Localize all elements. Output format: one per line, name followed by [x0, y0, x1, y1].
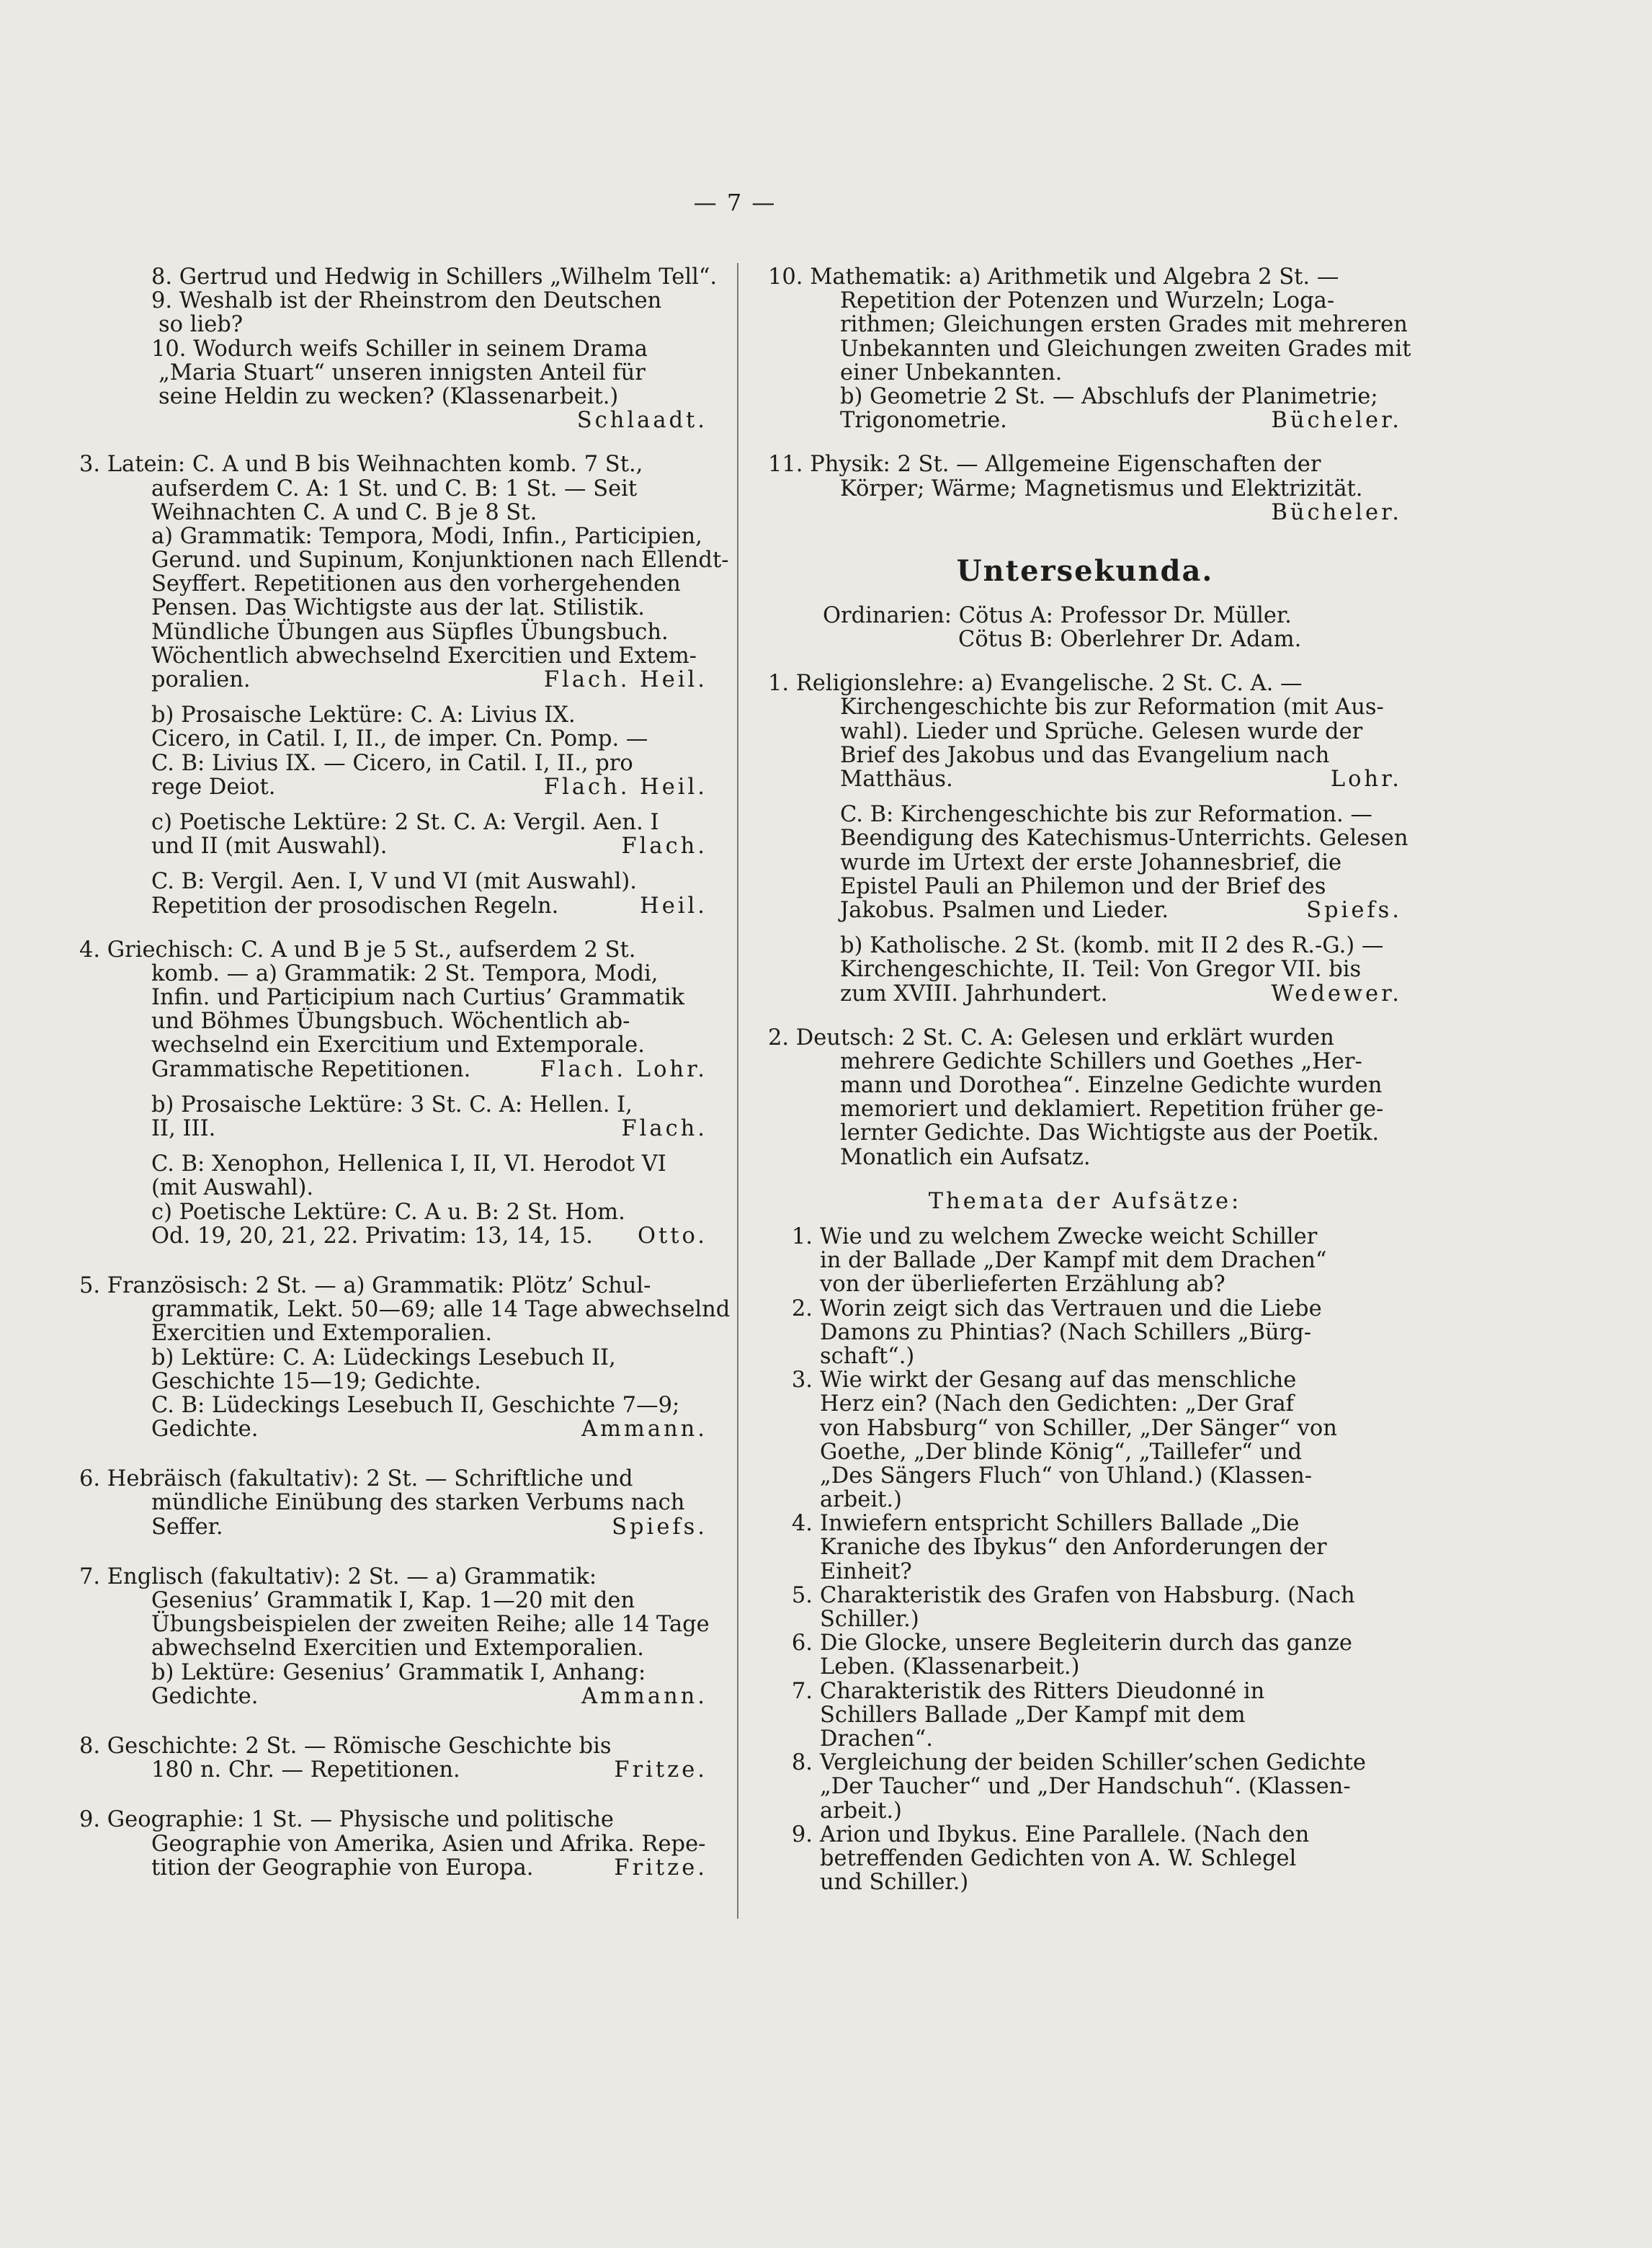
text-line-with-teacher [79, 894, 707, 918]
text-line: C. B: Lüdeckings Lesebuch II, Geschichte 7—9; [151, 1392, 680, 1418]
themata-item-number [768, 1535, 813, 1559]
section-title: Untersekunda. [956, 553, 1214, 588]
text-line: Geographie von Amerika, Asien und Afrika. Repe- [151, 1831, 706, 1857]
text: 180 n. Chr. — Repetitionen. [151, 1757, 460, 1783]
themata-item-number [768, 1321, 813, 1344]
ordinarien-line: Cötus B: Oberlehrer Dr. Adam. [958, 627, 1302, 653]
text-line: a) Grammatik: Tempora, Modi, Infin., Participien, [151, 523, 702, 549]
section-religion-heading: 1. Religionslehre: a) Evangelische. 2 St. C. A. — [768, 671, 1303, 697]
text-line-with-teacher [768, 898, 1402, 922]
text-line-with-teacher [768, 982, 1402, 1006]
themata-item-text: Schillers Ballade „Der Kampf mit dem [820, 1702, 1246, 1728]
text-line-with-teacher [79, 834, 707, 858]
text-line-with-teacher [79, 1117, 707, 1141]
text-line-with-teacher [79, 668, 707, 692]
themata-item-number: 4. [791, 1511, 813, 1537]
text-line: b) Geometrie 2 St. — Abschlufs der Planimetrie; [840, 383, 1378, 409]
themata-item-line [768, 1272, 1402, 1296]
text-line-with-teacher [79, 775, 707, 799]
text-line-with-teacher [79, 1515, 707, 1539]
page-number: — 7 — [693, 189, 777, 216]
themata-item-number: 1. [791, 1224, 813, 1249]
text: und II (mit Auswahl). [151, 834, 388, 860]
text-line: komb. — a) Grammatik: 2 St. Tempora, Modi, [151, 960, 658, 986]
text-line: wahl). Lieder und Sprüche. Gelesen wurde der [840, 718, 1363, 744]
themata-title: Themata der Aufsätze: [928, 1188, 1242, 1214]
themata-item-line [768, 1321, 1402, 1344]
text-line-with-teacher [79, 1417, 707, 1441]
text-line: grammatik, Lekt. 50—69; alle 14 Tage abwechselnd [151, 1297, 731, 1323]
text-line: wechselnd ein Exercitium und Extemporale. [151, 1032, 645, 1058]
themata-item-line [768, 1703, 1402, 1727]
text-line: abwechselnd Exercitien und Extemporalien. [151, 1636, 644, 1662]
themata-item-number: 5. [791, 1582, 813, 1608]
teacher-name: Spiefs. [612, 1514, 707, 1540]
text-line: und Böhmes Übungsbuch. Wöchentlich ab- [151, 1009, 630, 1035]
text-line: b) Prosaische Lektüre: 3 St. C. A: Hellen. I, [151, 1092, 633, 1118]
teacher-name: Spiefs. [1306, 897, 1402, 923]
themata-item-number [768, 1799, 813, 1823]
themata-item-text: Herz ein? (Nach den Gedichten: „Der Graf [820, 1391, 1294, 1417]
text-line: C. B: Xenophon, Hellenica I, II, VI. Herodot VI [151, 1151, 666, 1177]
themata-item-number: 3. [791, 1368, 813, 1393]
text-line: (mit Auswahl). [151, 1175, 314, 1201]
themata-item-line [768, 1225, 1402, 1249]
themata-item-number: 9. [791, 1821, 813, 1847]
themata-item-number [768, 1344, 813, 1368]
themata-item-text: Arion und Ibykus. Eine Parallele. (Nach den [820, 1821, 1310, 1847]
text: Seffer. [151, 1514, 223, 1540]
themata-list [768, 1225, 1402, 1894]
themata-item-text: und Schiller.) [820, 1870, 969, 1896]
themata-item-text: von der überlieferten Erzählung ab? [820, 1272, 1225, 1298]
text-line: 8. Gertrud und Hedwig in Schillers „Wilhelm Tell“. [151, 264, 718, 290]
teacher-name: Flach. Heil. [543, 667, 707, 692]
text-line: Monatlich ein Aufsatz. [840, 1144, 1091, 1170]
themata-item-text: Schiller.) [820, 1607, 919, 1632]
teacher-name: Ammann. [581, 1417, 707, 1442]
themata-item-line [768, 1464, 1402, 1488]
section-englisch-heading: 7. Englisch (fakultativ): 2 St. — a) Grammatik: [79, 1564, 597, 1589]
section-physik-heading: 11. Physik: 2 St. — Allgemeine Eigenschaften der [768, 452, 1321, 478]
teacher-name: Flach. [621, 1116, 707, 1141]
text-line: b) Katholische. 2 St. (komb. mit II 2 des R.-G.) — [840, 933, 1384, 959]
themata-item-number [768, 1703, 813, 1727]
text-line: b) Lektüre: C. A: Lüdeckings Lesebuch II, [151, 1344, 616, 1370]
text-line-with-teacher [79, 1224, 707, 1248]
text-line-with-teacher [79, 1856, 707, 1880]
teacher-name: Schlaadt. [576, 408, 707, 434]
text: Gedichte. [151, 1683, 259, 1709]
text-line: memoriert und deklamiert. Repetition früher ge- [840, 1097, 1384, 1123]
themata-item-text: schaft“.) [820, 1343, 915, 1369]
section-geschichte-heading: 8. Geschichte: 2 St. — Römische Geschichte bis [79, 1733, 612, 1759]
text-line: Brief des Jakobus und das Evangelium nach [840, 742, 1330, 768]
section-deutsch-heading: 2. Deutsch: 2 St. C. A: Gelesen und erklärt wurden [768, 1025, 1334, 1051]
text-line: b) Lektüre: Gesenius’ Grammatik I, Anhang: [151, 1659, 646, 1685]
section-mathematik-heading: 10. Mathematik: a) Arithmetik und Algebra 2 St. — [768, 264, 1339, 290]
themata-item-text: Leben. (Klassenarbeit.) [820, 1654, 1080, 1680]
text-line: einer Unbekannten. [840, 360, 1063, 385]
text-line: mehrere Gedichte Schillers und Goethes „Her- [840, 1048, 1362, 1074]
column-divider [737, 263, 738, 1919]
themata-item-number [768, 1392, 813, 1416]
text-line: aufserdem C. A: 1 St. und C. B: 1 St. — Seit [151, 476, 638, 501]
themata-item-number [768, 1488, 813, 1512]
text-line: rithmen; Gleichungen ersten Grades mit mehreren [840, 312, 1408, 338]
teacher-name: Bücheler. [1271, 408, 1402, 434]
themata-item-text: Einheit? [820, 1558, 912, 1584]
text-line: Cicero, in Catil. I, II., de imper. Cn. Pomp. — [151, 726, 648, 752]
text: Grammatische Repetitionen. [151, 1056, 471, 1082]
themata-item-line [768, 1392, 1402, 1416]
text-line: 10. Wodurch weifs Schiller in seinem Drama [151, 336, 648, 362]
themata-item-text: Wie wirkt der Gesang auf das menschliche [820, 1368, 1297, 1393]
text-line: Körper; Wärme; Magnetismus und Elektrizität. [840, 476, 1363, 501]
themata-item-line [768, 1727, 1402, 1751]
teacher-name: Ammann. [581, 1683, 707, 1709]
themata-item-text: arbeit.) [820, 1798, 902, 1824]
teacher-name: Fritze. [614, 1757, 707, 1783]
themata-item-number: 2. [791, 1295, 813, 1321]
text-line: 9. Weshalb ist der Rheinstrom den Deutschen [151, 288, 662, 314]
text-line-with-teacher [79, 1758, 707, 1782]
themata-item-text: Drachen“. [820, 1726, 933, 1752]
text-line: wurde im Urtext der erste Johannesbrief, die [840, 849, 1342, 875]
section-latein-heading: 3. Latein: C. A und B bis Weihnachten komb. 7 St., [79, 452, 643, 478]
text-line: lernter Gedichte. Das Wichtigste aus der Poetik. [840, 1120, 1380, 1146]
text-line: Exercitien und Extemporalien. [151, 1321, 493, 1347]
themata-item-line [768, 1751, 1402, 1775]
themata-item-text: „Des Sängers Fluch“ von Uhland.) (Klassen- [820, 1463, 1313, 1489]
text: tition der Geographie von Europa. [151, 1855, 534, 1881]
ordinarien-line: Ordinarien: Cötus A: Professor Dr. Müller. [823, 602, 1292, 628]
teacher-name: Bücheler. [1271, 499, 1402, 525]
text-line: seine Heldin zu wecken? (Klassenarbeit.) [158, 383, 619, 409]
themata-item-line [768, 1512, 1402, 1535]
text-line: c) Poetische Lektüre: C. A u. B: 2 St. Hom. [151, 1199, 625, 1225]
themata-item-line [768, 1775, 1402, 1798]
text-line: C. B: Kirchengeschichte bis zur Reformation. — [840, 802, 1372, 828]
text-line: „Maria Stuart“ unseren innigsten Anteil für [158, 360, 646, 385]
text: Repetition der prosodischen Regeln. [151, 893, 559, 919]
themata-item-text: von Habsburg“ von Schiller, „Der Sänger“ von [820, 1415, 1337, 1441]
section-griechisch-heading: 4. Griechisch: C. A und B je 5 St., aufserdem 2 St. [79, 937, 636, 963]
themata-item-line [768, 1870, 1402, 1894]
themata-item-line [768, 1344, 1402, 1368]
section-hebraeisch-heading: 6. Hebräisch (fakultativ): 2 St. — Schriftliche und [79, 1466, 633, 1492]
text: Matthäus. [840, 767, 953, 792]
themata-item-text: betreffenden Gedichten von A. W. Schlegel [820, 1845, 1297, 1871]
text-line: Kirchengeschichte bis zur Reformation (mit Aus- [840, 695, 1384, 721]
teacher-name: Heil. [640, 893, 707, 919]
text-line: Mündliche Übungen aus Süpfles Übungsbuch. [151, 619, 669, 645]
themata-item-line [768, 1560, 1402, 1584]
themata-item-number [768, 1727, 813, 1751]
themata-item-number: 7. [791, 1678, 813, 1704]
text: Jakobus. Psalmen und Lieder. [840, 897, 1169, 923]
text-line: mündliche Einübung des starken Verbums nach [151, 1490, 685, 1516]
themata-item-line [768, 1417, 1402, 1440]
themata-item-number [768, 1775, 813, 1798]
text: Od. 19, 20, 21, 22. Privatim: 13, 14, 15. [151, 1223, 593, 1249]
teacher-name: Wedewer. [1271, 981, 1402, 1007]
text-line: Beendigung des Katechismus-Unterrichts. Gelesen [840, 826, 1408, 852]
themata-item-line [768, 1799, 1402, 1823]
text-line: c) Poetische Lektüre: 2 St. C. A: Vergil. Aen. I [151, 809, 659, 835]
text-line: Gerund. und Supinum, Konjunktionen nach Ellendt- [151, 548, 729, 574]
themata-item-number: 8. [791, 1750, 813, 1776]
themata-item-number [768, 1249, 813, 1272]
text: Gedichte. [151, 1417, 259, 1442]
themata-item-text: „Der Taucher“ und „Der Handschuh“. (Klassen- [820, 1774, 1351, 1800]
themata-item-line [768, 1631, 1402, 1655]
themata-item-number [768, 1560, 813, 1584]
text-line: mann und Dorothea“. Einzelne Gedichte wurden [840, 1073, 1383, 1099]
text-line: Pensen. Das Wichtigste aus der lat. Stilistik. [151, 595, 645, 621]
text: Trigonometrie. [840, 408, 1007, 434]
text-line: Epistel Pauli an Philemon und der Brief des [840, 873, 1326, 899]
text-line: Geschichte 15—19; Gedichte. [151, 1368, 481, 1394]
themata-item-line [768, 1488, 1402, 1512]
themata-item-line [768, 1249, 1402, 1272]
themata-item-text: Worin zeigt sich das Vertrauen und die Liebe [820, 1295, 1322, 1321]
themata-item-number [768, 1847, 813, 1870]
text-line: Übungsbeispielen der zweiten Reihe; alle 14 Tage [151, 1612, 710, 1638]
themata-item-text: Damons zu Phintias? (Nach Schillers „Bürg- [820, 1319, 1312, 1345]
left-column [79, 264, 731, 1881]
themata-item-text: Kraniche des Ibykus“ den Anforderungen der [820, 1535, 1327, 1561]
section-geographie-heading: 9. Geographie: 1 St. — Physische und politische [79, 1807, 614, 1833]
themata-item-number [768, 1440, 813, 1464]
themata-item-line [768, 1584, 1402, 1607]
text-line: Gesenius’ Grammatik I, Kap. 1—20 mit den [151, 1588, 635, 1613]
text: poralien. [151, 667, 251, 692]
themata-item-line [768, 1368, 1402, 1392]
themata-item-text: in der Ballade „Der Kampf mit dem Drachen“ [820, 1248, 1327, 1274]
teacher-name: Fritze. [614, 1855, 707, 1881]
section-franzoesisch-heading: 5. Französisch: 2 St. — a) Grammatik: Plötz’ Schul- [79, 1272, 651, 1298]
right-column [768, 264, 1411, 1896]
themata-item-line [768, 1297, 1402, 1321]
themata-item-number [768, 1417, 813, 1440]
themata-item-number [768, 1655, 813, 1679]
text-line: Kirchengeschichte, II. Teil: Von Gregor VII. bis [840, 957, 1362, 983]
text-line: b) Prosaische Lektüre: C. A: Livius IX. [151, 702, 576, 728]
themata-item-line [768, 1680, 1402, 1703]
text-line-with-teacher [79, 1058, 707, 1081]
text: zum XVIII. Jahrhundert. [840, 981, 1108, 1007]
themata-item-text: Charakteristik des Ritters Dieudonné in [820, 1678, 1265, 1704]
text-line: Wöchentlich abwechselnd Exercitien und Extem- [151, 643, 697, 669]
text-line: Infin. und Participium nach Curtius’ Grammatik [151, 985, 685, 1011]
text-line: Unbekannten und Gleichungen zweiten Grades mit [840, 336, 1411, 362]
themata-item-line [768, 1607, 1402, 1631]
themata-item-number [768, 1464, 813, 1488]
themata-item-text: Die Glocke, unsere Begleiterin durch das ganze [820, 1631, 1352, 1656]
themata-item-text: Charakteristik des Grafen von Habsburg. (Nach [820, 1582, 1355, 1608]
teacher-name: Flach. [621, 834, 707, 860]
themata-item-text: Inwiefern entspricht Schillers Ballade „Die [820, 1511, 1300, 1537]
themata-item-line [768, 1823, 1402, 1847]
themata-item-text: Wie und zu welchem Zwecke weicht Schiller [820, 1224, 1318, 1249]
text-line: so lieb? [158, 312, 244, 338]
text-line: Weihnachten C. A und C. B je 8 St. [151, 499, 537, 525]
text-line-with-teacher [768, 409, 1402, 432]
themata-item-line [768, 1655, 1402, 1679]
teacher-name: Otto. [637, 1223, 707, 1249]
teacher-name: Flach. Heil. [543, 774, 707, 800]
themata-item-line [768, 1440, 1402, 1464]
themata-item-text: Goethe, „Der blinde König“, „Taillefer“ und [820, 1439, 1303, 1465]
teacher-name: Lohr. [1330, 767, 1402, 792]
text-line: C. B: Livius IX. — Cicero, in Catil. I, II., pro [151, 750, 633, 776]
themata-item-text: arbeit.) [820, 1487, 902, 1513]
text: rege Deiot. [151, 774, 276, 800]
themata-item-number [768, 1870, 813, 1894]
themata-item-number: 6. [791, 1631, 813, 1656]
text-line: C. B: Vergil. Aen. I, V und VI (mit Auswahl). [151, 869, 637, 895]
teacher-name: Flach. Lohr. [540, 1056, 707, 1082]
text-line: Seyffert. Repetitionen aus den vorhergehenden [151, 571, 681, 597]
themata-item-line [768, 1535, 1402, 1559]
themata-item-number [768, 1607, 813, 1631]
text-line-with-teacher [768, 767, 1402, 791]
themata-item-line [768, 1847, 1402, 1870]
themata-item-text: Vergleichung der beiden Schiller’schen Gedichte [820, 1750, 1366, 1776]
text-line-with-teacher [79, 1685, 707, 1708]
themata-item-number [768, 1272, 813, 1296]
text: II, III. [151, 1116, 216, 1141]
text-line: Repetition der Potenzen und Wurzeln; Loga- [840, 288, 1335, 314]
